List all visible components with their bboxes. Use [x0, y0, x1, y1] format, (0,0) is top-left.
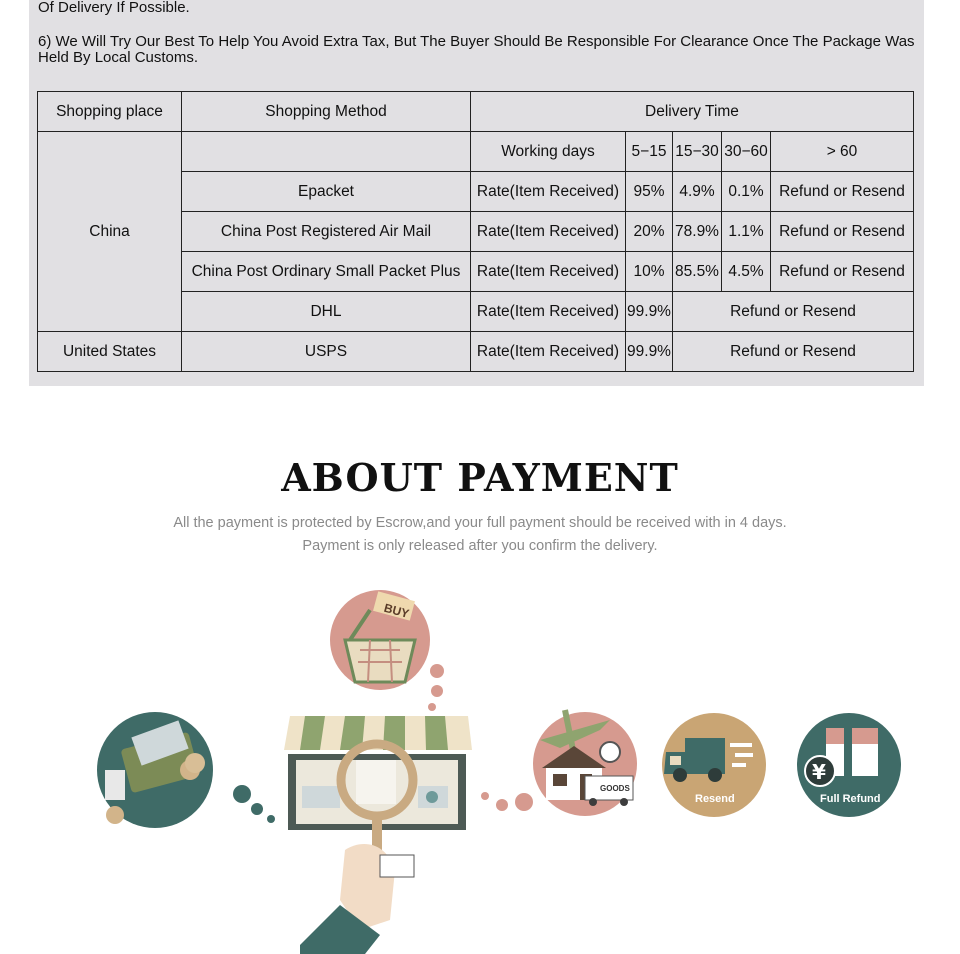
rate-value: 95%	[626, 172, 673, 212]
rate-value: 1.1%	[722, 212, 771, 252]
about-payment-title: ABOUT PAYMENT	[281, 455, 679, 500]
refund-or-resend: Refund or Resend	[771, 172, 914, 212]
delivery-note: Of Delivery If Possible.	[38, 0, 190, 16]
refund-or-resend: Refund or Resend	[771, 252, 914, 292]
payment-description-line1: All the payment is protected by Escrow,and your full payment should be received with in 4 days.	[173, 515, 787, 531]
range-over-60: > 60	[771, 132, 914, 172]
rate-value: 99.9%	[626, 292, 673, 332]
yen-symbol: ¥	[812, 760, 826, 784]
wallet-money-icon	[97, 712, 213, 828]
method-small-packet-plus: China Post Ordinary Small Packet Plus	[182, 252, 471, 292]
working-days-label: Working days	[471, 132, 626, 172]
rate-value: 78.9%	[673, 212, 722, 252]
header-shopping-place: Shopping place	[38, 92, 182, 132]
resend-truck-icon	[662, 713, 766, 817]
rate-value: 99.9%	[626, 332, 673, 372]
rate-label: Rate(Item Received)	[471, 172, 626, 212]
method-epacket: Epacket	[182, 172, 471, 212]
method-dhl: DHL	[182, 292, 471, 332]
range-15-30: 15−30	[673, 132, 722, 172]
refund-or-resend: Refund or Resend	[673, 292, 914, 332]
customs-note: 6) We Will Try Our Best To Help You Avoid Extra Tax, But The Buyer Should Be Responsible For Clearance Once The Package Was Held By Local Customs.	[38, 33, 915, 66]
rate-label: Rate(Item Received)	[471, 292, 626, 332]
rate-value: 4.5%	[722, 252, 771, 292]
goods-label: GOODS	[600, 784, 630, 793]
rate-value: 85.5%	[673, 252, 722, 292]
place-united-states: United States	[38, 332, 182, 372]
rate-value: 4.9%	[673, 172, 722, 212]
range-5-15: 5−15	[626, 132, 673, 172]
shipping-table	[37, 91, 914, 372]
method-usps: USPS	[182, 332, 471, 372]
refund-or-resend: Refund or Resend	[771, 212, 914, 252]
refund-or-resend: Refund or Resend	[673, 332, 914, 372]
header-shopping-method: Shopping Method	[182, 92, 471, 132]
place-china: China	[38, 132, 182, 332]
shipping-plane-icon	[533, 710, 637, 816]
rate-label: Rate(Item Received)	[471, 332, 626, 372]
full-refund-icon	[797, 713, 901, 817]
rate-value: 0.1%	[722, 172, 771, 212]
rate-label: Rate(Item Received)	[471, 212, 626, 252]
buy-basket-icon	[330, 590, 430, 690]
empty-method-cell	[182, 132, 471, 172]
range-30-60: 30−60	[722, 132, 771, 172]
rate-value: 20%	[626, 212, 673, 252]
payment-description-line2: Payment is only released after you confirm the delivery.	[302, 538, 658, 554]
rate-value: 10%	[626, 252, 673, 292]
rate-label: Rate(Item Received)	[471, 252, 626, 292]
header-delivery-time: Delivery Time	[471, 92, 914, 132]
resend-label: Resend	[695, 793, 735, 805]
buy-tag-label: BUY	[382, 600, 411, 621]
full-refund-label: Full Refund	[820, 793, 881, 805]
method-registered-air-mail: China Post Registered Air Mail	[182, 212, 471, 252]
payment-process-illustration	[0, 580, 960, 954]
